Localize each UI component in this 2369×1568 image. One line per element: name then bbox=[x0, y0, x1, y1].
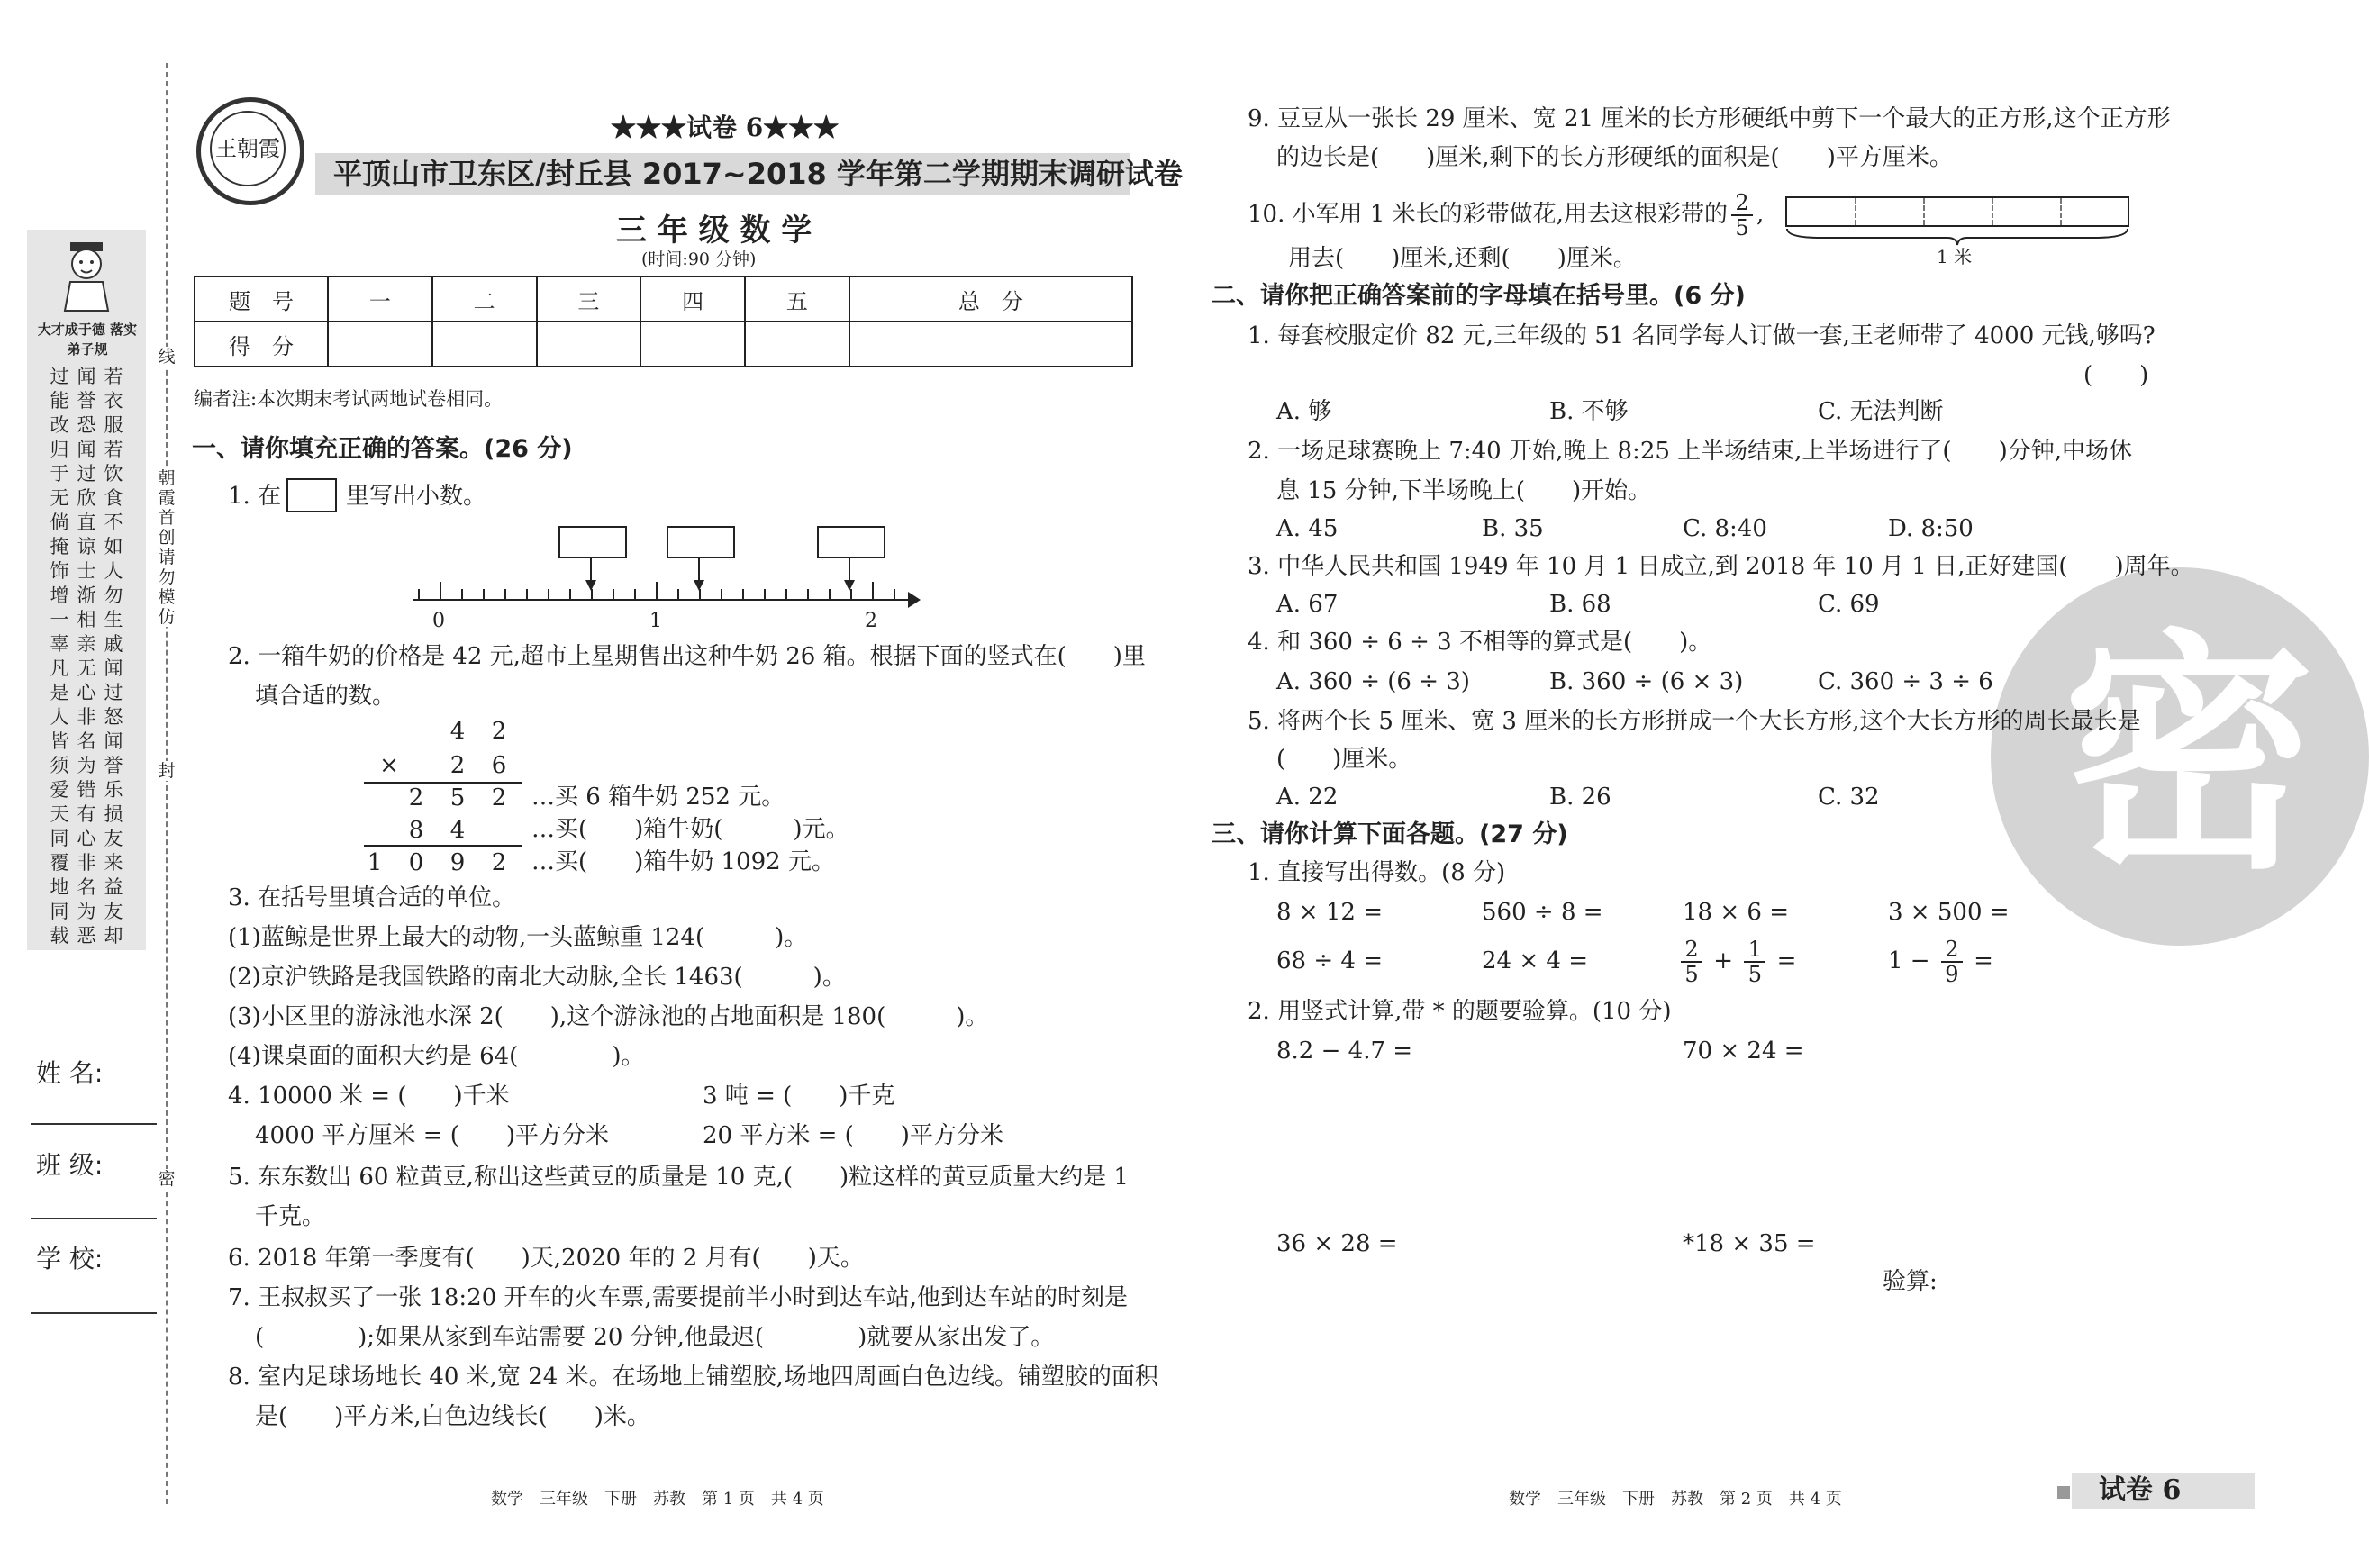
q1-3-2: (2)京沪铁路是我国铁路的南北大动脉,全长 1463( )。 bbox=[228, 964, 846, 991]
equals-sign: = bbox=[1776, 947, 1797, 974]
score-header-cell: 题 号 bbox=[195, 276, 328, 322]
q2-4: 4. 和 360 ÷ 6 ÷ 3 不相等的算式是( )。 bbox=[1248, 629, 1712, 656]
fraction bbox=[1941, 938, 1963, 986]
q2-4-option-b: B. 360 ÷ (6 × 3) bbox=[1549, 668, 1744, 695]
q1-7-line2: ( );如果从家到车站需要 20 分钟,他最迟( )就要从家出发了。 bbox=[255, 1324, 1055, 1351]
pointer-arrows bbox=[0, 0, 991, 630]
score-header-cell: 二 bbox=[432, 276, 537, 322]
number-line-label-1: 1 bbox=[649, 610, 662, 632]
plus-sign: + bbox=[1713, 947, 1734, 974]
mult-digit: 0 bbox=[408, 849, 424, 876]
q1-2-line1: 2. 一箱牛奶的价格是 42 元,超市上星期售出这种牛奶 26 箱。根据下面的竖式在( )里 bbox=[228, 643, 1146, 670]
q2-4-option-a: A. 360 ÷ (6 ÷ 3) bbox=[1276, 668, 1470, 695]
q3-1-fraction-diff bbox=[1888, 937, 1993, 986]
q1-8-line1: 8. 室内足球场地长 40 米,宽 24 米。在场地上铺塑胶,场地四周画白色边线。铺塑胶的面积 bbox=[228, 1364, 1158, 1391]
fraction-numerator: 1 bbox=[1747, 937, 1762, 962]
q1-2-line2: 填合适的数。 bbox=[255, 683, 396, 710]
class-field[interactable] bbox=[31, 1218, 157, 1219]
fraction-denominator: 5 bbox=[1747, 962, 1762, 987]
section1-heading: 一、请你填充正确的答案。(26 分) bbox=[192, 435, 573, 463]
q1-1-text-pre: 1. 在 bbox=[228, 483, 282, 510]
q1-4-c: 4000 平方厘米 = ( )平方分米 bbox=[255, 1122, 610, 1149]
logo-text: 王朝霞 bbox=[210, 111, 286, 186]
mult-digit: 2 bbox=[449, 752, 466, 779]
q3-2: 2. 用竖式计算,带 * 的题要验算。(10 分) bbox=[1248, 998, 1672, 1025]
q1-8-line2: 是( )平方米,白色边线长( )米。 bbox=[255, 1403, 650, 1430]
footer-page-2: 数学 三年级 下册 苏教 第 2 页 共 4 页 bbox=[1509, 1490, 1842, 1509]
q2-2-line2: 息 15 分钟,下半场晚上( )开始。 bbox=[1276, 477, 1652, 504]
subject-title: 三 年 级 数 学 bbox=[616, 213, 812, 249]
section2-heading: 二、请你把正确答案前的字母填在括号里。(6 分) bbox=[1212, 282, 1746, 310]
section3-heading: 三、请你计算下面各题。(27 分) bbox=[1212, 820, 1568, 848]
q3-1-calc: 8 × 12 = bbox=[1276, 899, 1383, 926]
mult-digit: 2 bbox=[408, 784, 424, 811]
diff-minuend: 1 − bbox=[1888, 947, 1930, 974]
q1-6: 6. 2018 年第一季度有( )天,2020 年的 2 月有( )天。 bbox=[228, 1245, 864, 1272]
q3-1-calc: 68 ÷ 4 = bbox=[1276, 947, 1383, 974]
q2-5-line1: 5. 将两个长 5 厘米、宽 3 厘米的长方形拼成一个大长方形,这个大长方形的周长最长是 bbox=[1248, 708, 2141, 735]
fraction-denominator: 9 bbox=[1945, 962, 1959, 987]
fraction-numerator: 2 bbox=[1945, 937, 1959, 962]
score-row-label: 得 分 bbox=[195, 322, 328, 367]
q2-5-line2: ( )厘米。 bbox=[1276, 746, 1412, 773]
q2-2-option-d: D. 8:50 bbox=[1888, 515, 1974, 542]
mult-note-1: …买 6 箱牛奶 252 元。 bbox=[531, 784, 785, 811]
poem-column-1: 过能改归于无倘掩饰增一辜凡是人皆须爱天同覆地同载 bbox=[50, 366, 69, 947]
mult-digit: 4 bbox=[449, 718, 466, 745]
score-header-cell: 一 bbox=[328, 276, 432, 322]
school-field[interactable] bbox=[31, 1312, 157, 1314]
q2-2-option-b: B. 35 bbox=[1482, 515, 1544, 542]
seal-line-mid-mark: 封 bbox=[154, 761, 179, 781]
q1-5-line2: 千克。 bbox=[255, 1203, 326, 1230]
mult-operator: × bbox=[379, 752, 399, 779]
mult-digit: 8 bbox=[408, 817, 424, 844]
q2-4-option-c: C. 360 ÷ 3 ÷ 6 bbox=[1818, 668, 1993, 695]
q1-4-a: 4. 10000 米 = ( )千米 bbox=[228, 1083, 510, 1110]
poem-column-3: 若衣服若饮食不如人勿生戚闻过怒闻誉乐损友来益友却 bbox=[104, 366, 123, 947]
paper-number: ★★★试卷 6★★★ bbox=[611, 113, 840, 142]
q3-1-calc: 3 × 500 = bbox=[1888, 899, 2010, 926]
q2-1-paren: ( ) bbox=[2083, 362, 2149, 389]
fraction-denominator: 5 bbox=[1684, 962, 1699, 987]
score-header-cell: 总 分 bbox=[849, 276, 1132, 322]
q1-10-text: 10. 小军用 1 米长的彩带做花,用去这根彩带的 bbox=[1248, 201, 1728, 228]
q1-3-3: (3)小区里的游泳池水深 2( ),这个游泳池的占地面积是 180( )。 bbox=[228, 1003, 989, 1030]
q3-2-calc: 70 × 24 = bbox=[1683, 1038, 1804, 1065]
editor-note: 编者注:本次期末考试两地试卷相同。 bbox=[194, 388, 504, 410]
equals-sign: = bbox=[1974, 947, 1993, 974]
secret-seal-glyph: 密 bbox=[2063, 610, 2315, 903]
name-field[interactable] bbox=[31, 1123, 157, 1125]
q2-2-option-a: A. 45 bbox=[1276, 515, 1339, 542]
mult-digit: 5 bbox=[449, 784, 466, 811]
q3-2-calc: 8.2 − 4.7 = bbox=[1276, 1038, 1413, 1065]
q2-3: 3. 中华人民共和国 1949 年 10 月 1 日成立,到 2018 年 10 月 1 日,正好建国( )周年。 bbox=[1248, 553, 2194, 580]
q3-1-calc: 560 ÷ 8 = bbox=[1482, 899, 1603, 926]
q3-1-calc: 24 × 4 = bbox=[1482, 947, 1588, 974]
exam-time: (时间:90 分钟) bbox=[641, 249, 757, 269]
score-header-cell: 四 bbox=[640, 276, 745, 322]
name-label: 姓 名: bbox=[36, 1058, 104, 1088]
fraction-denominator: 5 bbox=[1735, 215, 1749, 240]
fraction bbox=[1744, 938, 1765, 986]
q1-10-line2: 用去( )厘米,还剩( )厘米。 bbox=[1288, 245, 1637, 272]
check-label: 验算: bbox=[1883, 1268, 1938, 1295]
mult-digit: 2 bbox=[491, 849, 507, 876]
mult-digit: 1 bbox=[367, 849, 383, 876]
ribbon-strip-diagram bbox=[1785, 196, 2129, 227]
q1-4-d: 20 平方米 = ( )平方分米 bbox=[703, 1122, 1003, 1149]
q2-2-option-c: C. 8:40 bbox=[1683, 515, 1767, 542]
mult-digit: 2 bbox=[491, 718, 507, 745]
corner-dots-icon bbox=[2057, 1486, 2070, 1499]
q2-1: 1. 每套校服定价 82 元,三年级的 51 名同学每人订做一套,王老师带了 4000 元钱,够吗? bbox=[1248, 322, 2156, 349]
mult-digit: 2 bbox=[491, 784, 507, 811]
q2-2-line1: 2. 一场足球赛晚上 7:40 开始,晚上 8:25 上半场结束,上半场进行了( )分钟,中场休 bbox=[1248, 438, 2132, 465]
seal-line-top-mark: 线 bbox=[154, 347, 179, 367]
q1-1-text-post: 里写出小数。 bbox=[346, 483, 487, 510]
q1-10-fraction bbox=[1731, 191, 1753, 240]
q3-1: 1. 直接写出得数。(8 分) bbox=[1248, 859, 1506, 886]
mult-note-3: …买( )箱牛奶 1092 元。 bbox=[531, 848, 835, 875]
q1-10-line1 bbox=[1248, 191, 1764, 240]
q2-1-option-c: C. 无法判断 bbox=[1818, 398, 1944, 425]
q2-3-option-c: C. 69 bbox=[1818, 591, 1880, 618]
q1-7-line1: 7. 王叔叔买了一张 18:20 开车的火车票,需要提前半小时到达车站,他到达车站的时刻是 bbox=[228, 1284, 1129, 1311]
q1-9-line1: 9. 豆豆从一张长 29 厘米、宽 21 厘米的长方形硬纸中剪下一个最大的正方形,这个正方形 bbox=[1248, 105, 2171, 132]
q2-3-option-b: B. 68 bbox=[1549, 591, 1611, 618]
q2-3-option-a: A. 67 bbox=[1276, 591, 1339, 618]
q1-10-comma: , bbox=[1756, 201, 1765, 228]
fraction-numerator: 2 bbox=[1735, 190, 1749, 215]
score-header-cell: 三 bbox=[537, 276, 641, 322]
corner-paper-number: 试卷 6 bbox=[2099, 1474, 2182, 1506]
mult-digit: 6 bbox=[491, 752, 507, 779]
q3-1-calc: 18 × 6 = bbox=[1683, 899, 1789, 926]
q3-2-calc: 36 × 28 = bbox=[1276, 1230, 1398, 1257]
seal-line-notice: 朝霞首创 请勿模仿 bbox=[154, 468, 179, 627]
poem-column-2: 闻誉恐闻过欣直谅士渐相亲无心非名为错有心非名为恶 bbox=[77, 366, 96, 947]
school-label: 学 校: bbox=[36, 1244, 104, 1273]
mult-note-2: …买( )箱牛奶( )元。 bbox=[531, 816, 849, 843]
mult-digit: 9 bbox=[449, 849, 466, 876]
class-label: 班 级: bbox=[36, 1150, 104, 1180]
q2-5-option-c: C. 32 bbox=[1818, 784, 1880, 811]
q2-1-option-a: A. 够 bbox=[1276, 398, 1332, 425]
fraction bbox=[1681, 938, 1702, 986]
motto: 大才成于德 落实弟子规 bbox=[37, 322, 138, 358]
ribbon-strip-label: 1 米 bbox=[1937, 246, 1973, 267]
fraction-numerator: 2 bbox=[1684, 937, 1699, 962]
q2-5-option-b: B. 26 bbox=[1549, 784, 1611, 811]
q1-5-line1: 5. 东东数出 60 粒黄豆,称出这些黄豆的质量是 10 克,( )粒这样的黄豆质量大约是 1 bbox=[228, 1164, 1129, 1191]
q1-4-b: 3 吨 = ( )千克 bbox=[703, 1083, 895, 1110]
exam-title: 平顶山市卫东区/封丘县 2017~2018 学年第二学期期末调研试卷 bbox=[333, 157, 1183, 191]
q2-1-option-b: B. 不够 bbox=[1549, 398, 1629, 425]
q3-2-calc: *18 × 35 = bbox=[1683, 1230, 1816, 1257]
number-line-label-0: 0 bbox=[432, 610, 445, 632]
seal-line-bottom-mark: 密 bbox=[154, 1169, 179, 1189]
q1-9-line2: 的边长是( )厘米,剩下的长方形硬纸的面积是( )平方厘米。 bbox=[1276, 144, 1953, 171]
number-line-label-2: 2 bbox=[865, 610, 877, 632]
score-header-cell: 五 bbox=[745, 276, 849, 322]
q2-5-option-a: A. 22 bbox=[1276, 784, 1339, 811]
q1-3-1: (1)蓝鲸是世界上最大的动物,一头蓝鲸重 124( )。 bbox=[228, 924, 808, 951]
q1-3-4: (4)课桌面的面积大约是 64( )。 bbox=[228, 1043, 645, 1070]
q1-3: 3. 在括号里填合适的单位。 bbox=[228, 884, 516, 911]
footer-page-1: 数学 三年级 下册 苏教 第 1 页 共 4 页 bbox=[491, 1490, 824, 1509]
mult-digit: 4 bbox=[449, 817, 466, 844]
q3-1-fraction-sum bbox=[1677, 937, 1796, 986]
